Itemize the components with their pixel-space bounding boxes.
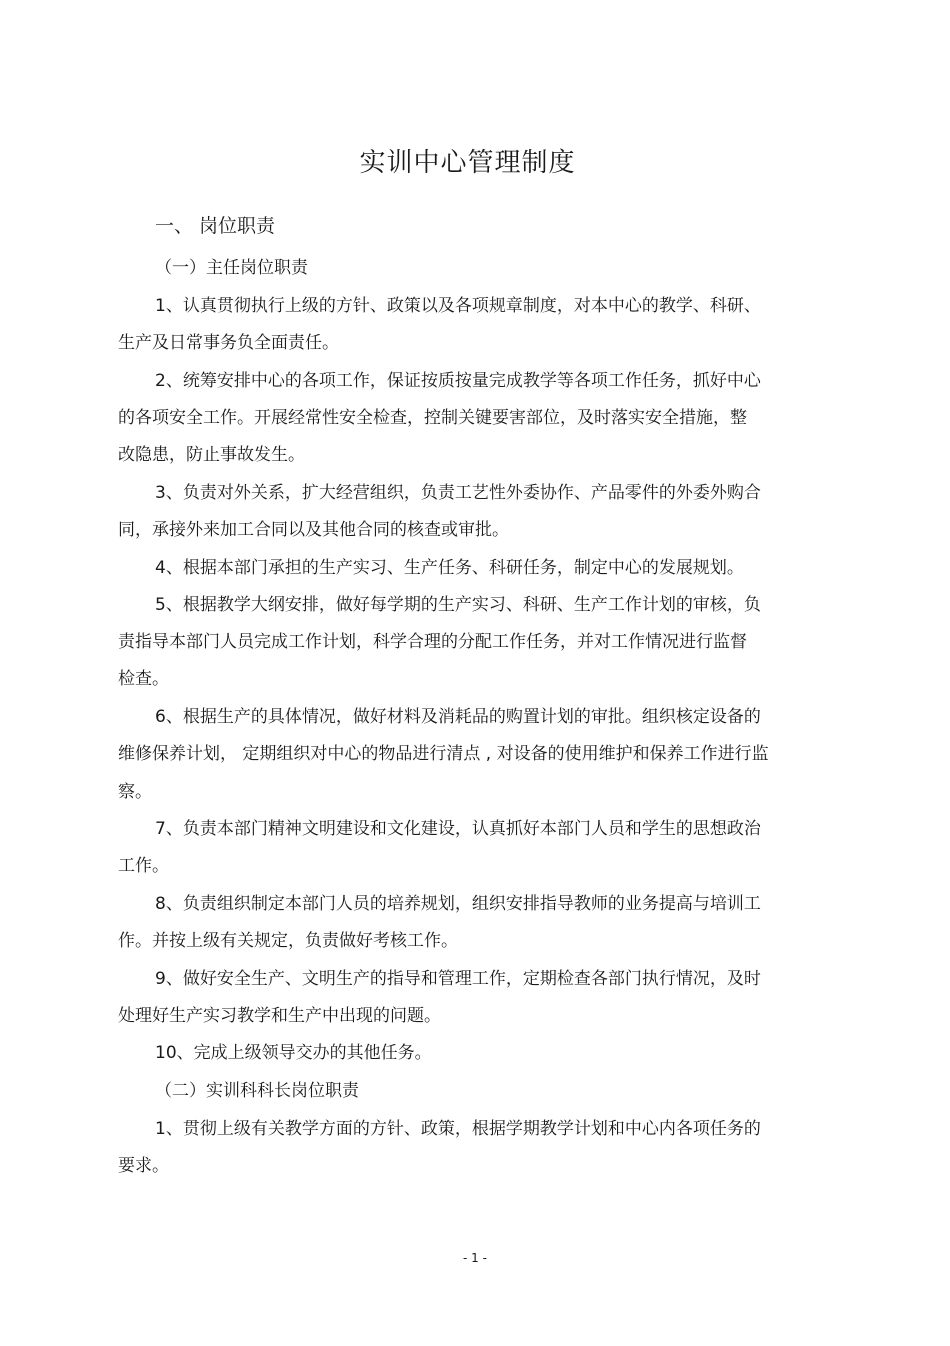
paragraph-line: 2、统筹安排中心的各项工作，保证按质按量完成教学等各项工作任务，抓好中心 [155, 371, 761, 391]
page-number: - 1 - [463, 1251, 487, 1265]
paragraph-line: 4、根据本部门承担的生产实习、生产任务、科研任务，制定中心的发展规划。 [155, 558, 744, 578]
document-title: 实训中心管理制度 [359, 148, 576, 178]
paragraph-line: 处理好生产实习教学和生产中出现的问题。 [118, 1006, 441, 1026]
paragraph-line: 8、负责组织制定本部门人员的培养规划，组织安排指导教师的业务提高与培训工 [155, 894, 761, 914]
paragraph-line: 1、贯彻上级有关教学方面的方针、政策，根据学期教学计划和中心内各项任务的 [155, 1119, 761, 1139]
paragraph-line: 作。并按上级有关规定，负责做好考核工作。 [118, 931, 458, 951]
paragraph-line: 生产及日常事务负全面责任。 [118, 333, 339, 353]
paragraph-line: 的各项安全工作。开展经常性安全检查，控制关键要害部位，及时落实安全措施，整 [118, 408, 747, 428]
subsection-heading: （一）主任岗位职责 [155, 258, 308, 278]
section-heading: 一、 岗位职责 [155, 215, 276, 237]
paragraph-line: 察。 [118, 782, 152, 802]
paragraph-line: 检查。 [118, 669, 169, 689]
paragraph-line: 改隐患，防止事故发生。 [118, 445, 305, 465]
paragraph-line: 责指导本部门人员完成工作计划，科学合理的分配工作任务，并对工作情况进行监督 [118, 632, 747, 652]
paragraph-line: 7、负责本部门精神文明建设和文化建设，认真抓好本部门人员和学生的思想政治 [155, 819, 761, 839]
paragraph-line: 6、根据生产的具体情况，做好材料及消耗品的购置计划的审批。组织核定设备的 [155, 707, 761, 727]
paragraph-line: 1、认真贯彻执行上级的方针、政策以及各项规章制度，对本中心的教学、科研、 [155, 296, 761, 316]
paragraph-line: 5、根据教学大纲安排，做好每学期的生产实习、科研、生产工作计划的审核，负 [155, 595, 761, 615]
paragraph-line: 维修保养计划， 定期组织对中心的物品进行清点 , 对设备的使用维护和保养工作进行监 [118, 744, 769, 764]
subsection-heading: （二）实训科科长岗位职责 [155, 1081, 359, 1101]
paragraph-line: 工作。 [118, 856, 169, 876]
paragraph-line: 3、负责对外关系，扩大经营组织，负责工艺性外委协作、产品零件的外委外购合 [155, 483, 761, 503]
paragraph-line: 要求。 [118, 1156, 169, 1176]
paragraph-line: 9、做好安全生产、文明生产的指导和管理工作，定期检查各部门执行情况，及时 [155, 969, 761, 989]
paragraph-line: 10、完成上级领导交办的其他任务。 [155, 1043, 432, 1063]
paragraph-line: 同，承接外来加工合同以及其他合同的核查或审批。 [118, 520, 509, 540]
